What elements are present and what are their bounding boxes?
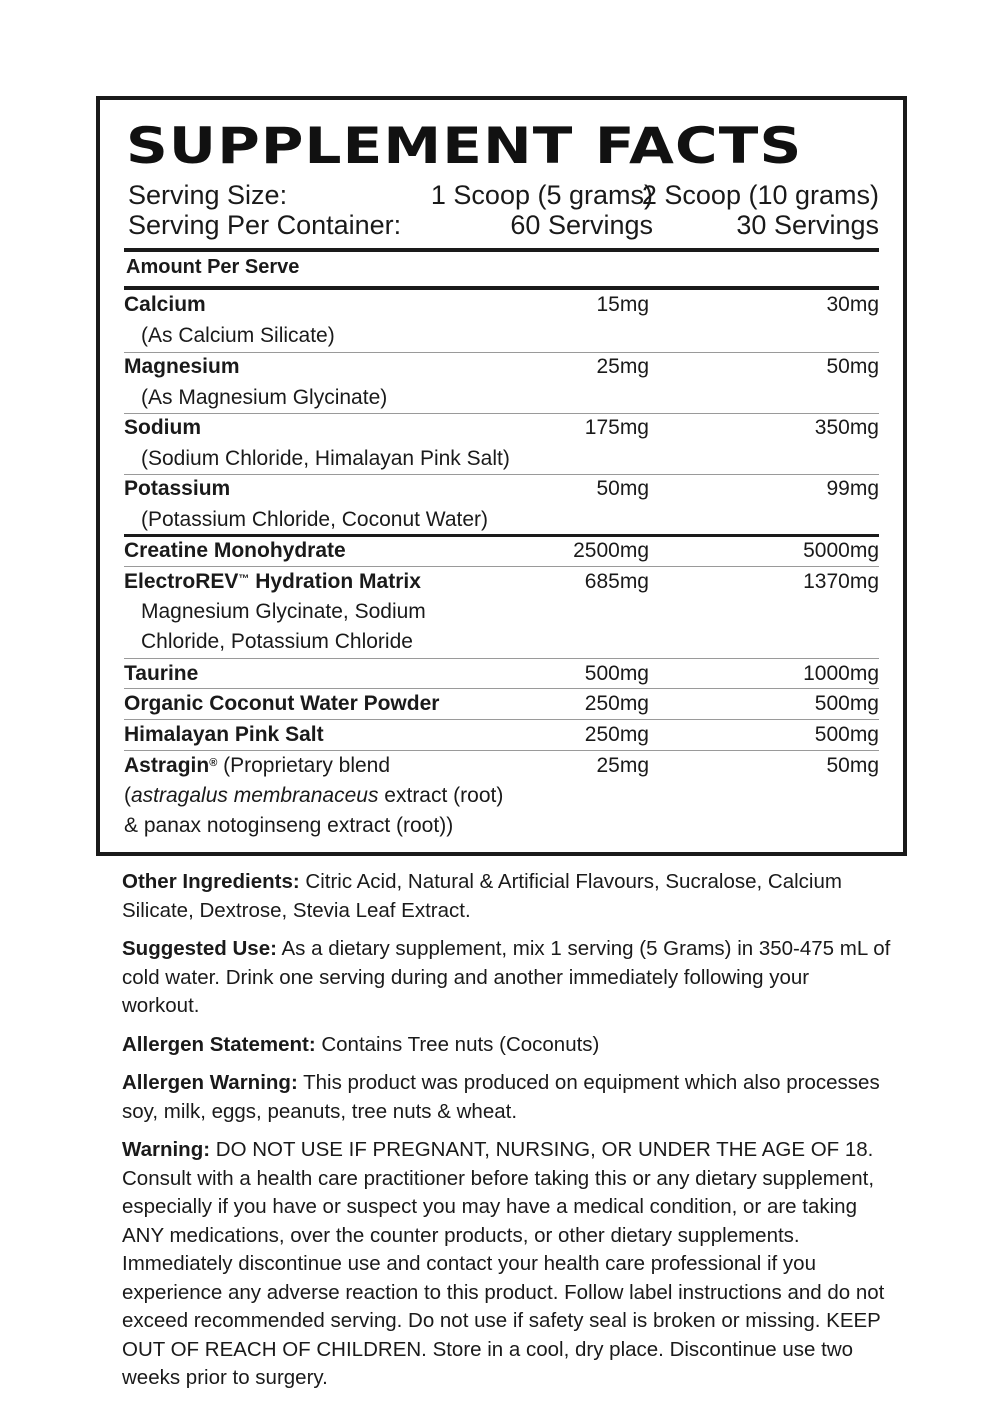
ingredient-row-himalayan-salt xyxy=(124,720,879,750)
value-2-scoop: 1370mg xyxy=(803,570,879,593)
ingredient-name: Astragin® (Proprietary blend xyxy=(124,754,391,777)
ingredient-row-electrorev xyxy=(124,567,879,657)
value-1-scoop: 250mg xyxy=(584,692,649,715)
nutrient-row-calcium xyxy=(124,290,879,350)
value-1-scoop: 250mg xyxy=(584,723,649,746)
nutrient-source: (As Magnesium Glycinate) xyxy=(141,386,388,409)
value-1-scoop: 25mg xyxy=(596,754,649,777)
suggested-use: Suggested Use: As a dietary supplement, mix 1 serving (5 Grams) in 350-475 mL of cold water. Drink one serving during and another immediately following your workout. xyxy=(122,937,891,1017)
nutrient-name: Sodium xyxy=(124,416,201,439)
registered-symbol: ® xyxy=(209,757,218,769)
servings-label: Serving Per Container: xyxy=(128,210,402,240)
nutrient-name: Potassium xyxy=(124,477,231,500)
value-2-scoop: 50mg xyxy=(826,355,879,378)
warning: Warning: DO NOT USE IF PREGNANT, NURSING, OR UNDER THE AGE OF 18. Consult with a health care practitioner before taking this or any dietary supplement, especially if you have or suspect you may have a medical condition, or are taking ANY medications, over the counter products, or other dietary supplements. Immediately discontinue use and contact your health care professional if you experience any adverse reaction to this product. Follow label instructions and do not exceed recommended serving. Do not use if safety seal is broken or missing. KEEP OUT OF REACH OF CHILDREN. Store in a cool, dry place. Discontinue use two weeks prior to surgery. xyxy=(122,1138,885,1389)
serving-size-1: 1 Scoop (5 grams) xyxy=(430,180,653,210)
nutrient-source: (As Calcium Silicate) xyxy=(141,324,335,347)
ingredient-name: Organic Coconut Water Powder xyxy=(124,692,440,715)
serving-size-2: 2 Scoop (10 grams) xyxy=(641,180,879,210)
nutrient-row-magnesium xyxy=(124,352,879,412)
amount-header: Amount Per Serve xyxy=(126,256,300,278)
serving-size-label: Serving Size: xyxy=(128,180,288,210)
ingredient-components: Magnesium Glycinate, Sodium xyxy=(141,600,426,623)
trademark-symbol: ™ xyxy=(238,573,250,585)
nutrient-name: Calcium xyxy=(124,293,206,316)
ingredient-row-coconut-water xyxy=(124,689,879,719)
value-2-scoop: 500mg xyxy=(814,692,879,715)
nutrient-row-potassium xyxy=(124,474,879,534)
servings-2: 30 Servings xyxy=(736,210,879,240)
value-1-scoop: 50mg xyxy=(596,477,649,500)
label-notes xyxy=(122,868,892,1403)
value-2-scoop: 500mg xyxy=(814,723,879,746)
allergen-statement: Allergen Statement: Contains Tree nuts (Coconuts) xyxy=(122,1032,600,1056)
value-2-scoop: 350mg xyxy=(814,416,879,439)
value-2-scoop: 99mg xyxy=(826,477,879,500)
ingredient-name: Creatine Monohydrate xyxy=(124,539,346,562)
allergen-warning: Allergen Warning: This product was produced on equipment which also processes soy, milk, eggs, peanuts, tree nuts & wheat. xyxy=(122,1071,880,1123)
nutrient-source: (Sodium Chloride, Himalayan Pink Salt) xyxy=(141,447,510,470)
value-2-scoop: 1000mg xyxy=(803,662,879,685)
value-1-scoop: 15mg xyxy=(596,293,649,316)
servings-1: 60 Servings xyxy=(510,210,653,240)
other-ingredients: Other Ingredients: Citric Acid, Natural & Artificial Flavours, Sucralose, Calcium Silicate, Dextrose, Stevia Leaf Extract. xyxy=(122,870,842,922)
value-2-scoop: 5000mg xyxy=(803,539,879,562)
ingredient-description: (astragalus membranaceus extract (root) xyxy=(124,784,504,807)
value-2-scoop: 50mg xyxy=(826,754,879,777)
value-1-scoop: 500mg xyxy=(584,662,649,685)
value-1-scoop: 175mg xyxy=(584,416,649,439)
ingredient-name: Himalayan Pink Salt xyxy=(124,723,324,746)
ingredient-name: ElectroREV™ Hydration Matrix xyxy=(124,570,421,593)
nutrient-source: (Potassium Chloride, Coconut Water) xyxy=(141,508,489,531)
ingredient-components: Chloride, Potassium Chloride xyxy=(141,630,413,653)
value-1-scoop: 25mg xyxy=(596,355,649,378)
panel-title: SUPPLEMENT FACTS xyxy=(126,117,803,175)
ingredient-description: & panax notoginseng extract (root)) xyxy=(124,814,454,837)
nutrient-row-sodium xyxy=(124,413,879,473)
ingredient-row-creatine xyxy=(124,536,879,566)
ingredient-row-astragin xyxy=(124,751,879,846)
value-1-scoop: 685mg xyxy=(584,570,649,593)
ingredient-row-taurine xyxy=(124,659,879,689)
value-2-scoop: 30mg xyxy=(826,293,879,316)
nutrient-name: Magnesium xyxy=(124,355,240,378)
ingredient-name: Taurine xyxy=(124,662,199,685)
value-1-scoop: 2500mg xyxy=(573,539,649,562)
supplement-facts-panel xyxy=(96,96,907,856)
